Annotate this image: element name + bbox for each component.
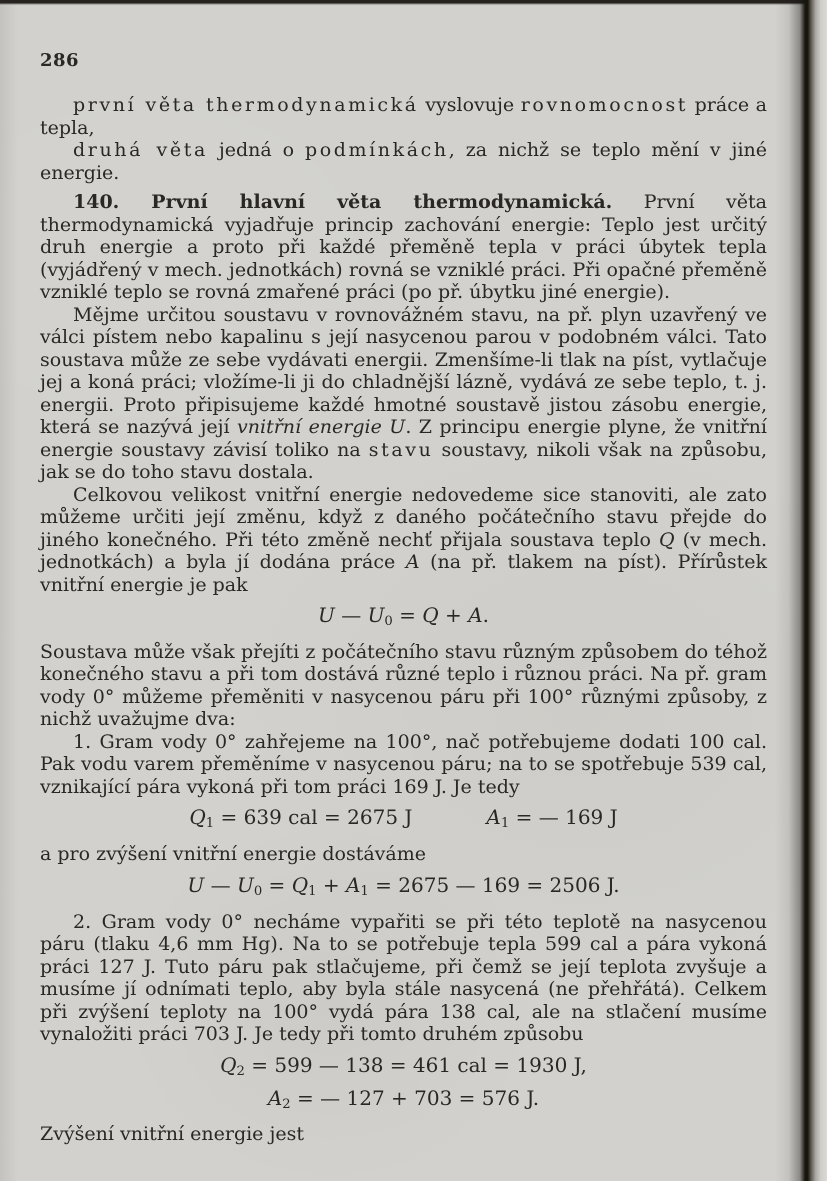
paragraph (40, 304, 767, 484)
text-run: a pro zvýšení vnitřní energie dostáváme (40, 843, 427, 866)
text-run: 1 (500, 816, 510, 832)
text-run: = 599 — 138 = 461 cal = 1930 J, (244, 1052, 587, 1077)
text-run: . Z principu energie plyne, že vnitřní energie soustavy závisí toliko na (40, 416, 767, 461)
text-run: 2 (236, 1063, 245, 1079)
text-run: rovnomocnost (520, 94, 689, 116)
text-run: vnitřní energie U (237, 416, 406, 438)
page-number: 286 (40, 50, 80, 71)
text-run: stavu (368, 438, 434, 461)
text-run: 1 (360, 883, 369, 899)
text-run: A (405, 551, 420, 573)
text-run: Zvýšení vnitřní energie jest (40, 1123, 304, 1146)
text-run: Q (658, 528, 675, 551)
paragraph (40, 484, 767, 597)
text-run: = 639 cal = 2675 J (214, 805, 413, 830)
paragraph (40, 641, 767, 731)
text-run: — (204, 872, 237, 897)
text-run: podmínkách (304, 139, 449, 161)
paragraph (40, 843, 767, 866)
text-run: Soustava může však přejíti z počátečního stavu různým způsobem do téhož konečného stavu a při tom dostává různé teplo i různou práci. Na př. gram vody 0° můžeme přeměniti v nasycenou páru při 100° různými způsoby, z nichž uvažujme dva: (40, 640, 767, 731)
text-run: vyslovuje (418, 94, 521, 116)
equation-line (40, 805, 767, 836)
text-run: 1. Gram vody 0° zahřejeme na 100°, nač potřebujeme dodati 100 cal. Pak vodu varem přeměníme v nasycenou páru; na to se spotřebuje 539 cal, vznikající pára vykoná při tom práci 169 J. Je tedy (40, 730, 767, 798)
text-run: První věta thermodynamická vyjadřuje princip zachování energie: Teplo jest určitý druh energie a proto při každé přeměně tepla v práci úbytek tepla (vyjádřený v mech. jednotkách) rovná se vzniklé práci. Při opačné přeměně vzniklé teplo se rovná zmařené práci (po př. úbytku jiné energie). (40, 191, 767, 303)
text-run: Mějme určitou soustavu v rovnovážném stavu, na př. plyn uzavřený ve válci pístem nebo kapalinu s její nasycenou parou v podobném válci. Tato soustava může ze sebe vydávati energii. Zmenšíme-li tlak na píst, vytlačuje jej a koná práci; vložíme-li ji do chladnější lázně, vydává ze sebe teplo, t. j. energii. Proto připisujeme každé hmotné soustavě jistou zásobu energie, která se nazývá její (40, 303, 767, 438)
text-run: — (334, 603, 368, 627)
text-run: , za nichž se teplo mění v jiné energie. (40, 139, 768, 184)
text-run: Q (291, 872, 309, 897)
text-run: = — 127 + 703 = 576 J. (290, 1085, 540, 1110)
page-left-shading (0, 0, 18, 1181)
equation-line (40, 1053, 767, 1084)
text-run: Q (189, 805, 206, 830)
text-run: 2. Gram vody 0° necháme vypařiti se při této teplotě na nasycenou páru (tlaku 4,6 mm Hg). Na to se potřebuje tepla 599 cal a pára vykoná práci 127 J. Tuto páru pak stlačujeme, při čemž se její teplota zvyšuje a musíme jí odnímati teplo, aby byla stále nasycená (ne přehřátá). Celkem při zvýšení teploty na 100° vydá pára 138 cal, ale na stlačení musíme vynaložiti práci 703 J. Je tedy při tomto druhém způsobu (40, 910, 767, 1046)
text-run: druhá věta (73, 139, 208, 161)
text-run: Q (422, 603, 439, 627)
text-run: jedná o (207, 139, 305, 161)
text-run: 140. První hlavní věta thermodynamická. (73, 191, 613, 213)
text-run: . (482, 603, 489, 627)
text-run: A (267, 1085, 283, 1110)
page-text (40, 94, 767, 1146)
text-run: Q (220, 1052, 237, 1077)
equation-line (40, 1086, 767, 1117)
text-run: první věta thermodynamická (73, 94, 419, 116)
text-run: soustavy, nikoli však na způsobu, jak se do toho stavu dostala. (40, 438, 767, 483)
paragraph (40, 139, 767, 184)
paragraph (40, 1123, 767, 1146)
text-run: práce a tepla, (40, 94, 767, 139)
text-run: = (392, 603, 423, 627)
text-run: A (468, 603, 483, 627)
text-run: U (317, 603, 335, 627)
text-run: = 2675 — 169 = 2506 J. (368, 872, 620, 897)
paragraph (40, 191, 767, 304)
text-run: = — 169 J (509, 805, 618, 830)
text-run: U (187, 872, 205, 897)
text-run: Celkovou velikost vnitřní energie nedovedeme sice stanoviti, ale zato můžeme určiti její změnu, když z daného počátečního stavu přejde do jiného konečného. Při této změně nechť přijala soustava teplo (40, 483, 767, 551)
text-run: 0 (384, 613, 393, 629)
text-run: + (438, 603, 469, 627)
text-run: U (236, 872, 254, 897)
text-run: A (486, 805, 501, 830)
text-run: 1 (205, 816, 215, 832)
text-run: + (316, 872, 346, 897)
page-top-edge-shadow (0, 0, 827, 5)
paragraph (40, 94, 767, 139)
equation-line (40, 603, 767, 634)
equation-line (40, 873, 767, 904)
text-run: A (345, 872, 361, 897)
text-run: 0 (253, 883, 263, 899)
paragraph (40, 731, 767, 799)
text-run: (v mech. jednotkách) a byla jí dodána práce (40, 528, 767, 573)
text-run: (na př. tlakem na píst). Přírůstek vnitřní energie je pak (40, 551, 767, 596)
text-run: 2 (282, 1096, 291, 1112)
book-gutter-shadow (775, 0, 827, 1181)
text-run: U (367, 603, 385, 627)
paragraph (40, 911, 767, 1046)
text-run: = (262, 872, 292, 897)
text-run: 1 (308, 883, 317, 899)
